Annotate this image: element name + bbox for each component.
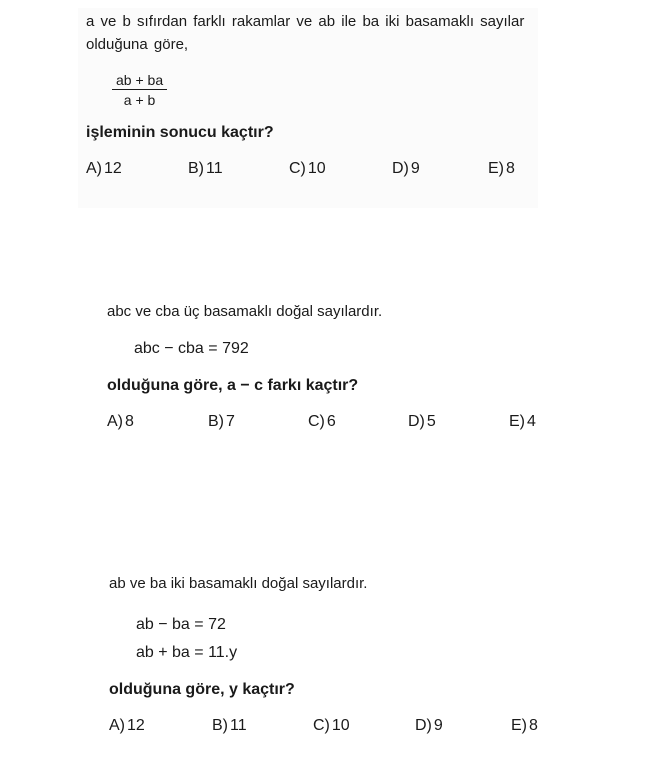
- option-c[interactable]: C) 10: [313, 717, 350, 734]
- option-e[interactable]: E) 8: [488, 160, 515, 177]
- question-3-options: [102, 717, 562, 739]
- question-1-stem: a ve b sıfırdan farklı rakamlar ve ab ile ba iki basamaklı sayılar olduğuna göre,: [86, 13, 525, 53]
- option-d[interactable]: D) 9: [415, 717, 443, 734]
- option-c[interactable]: C) 6: [308, 413, 336, 430]
- question-3: [102, 572, 562, 739]
- option-d[interactable]: D) 5: [408, 413, 436, 430]
- question-2: [100, 300, 560, 435]
- question-2-options: [100, 413, 560, 435]
- question-3-equation-2: ab + ba = 11.y: [136, 644, 238, 661]
- fraction-denominator: a + b: [123, 92, 156, 108]
- question-3-stem: ab ve ba iki basamaklı doğal sayılardır.: [109, 575, 368, 592]
- option-b[interactable]: B) 7: [208, 413, 235, 430]
- option-a[interactable]: A) 8: [107, 413, 134, 430]
- question-2-stem: abc ve cba üç basamaklı doğal sayılardır.: [107, 303, 383, 320]
- question-1-fraction: [112, 72, 167, 108]
- option-a[interactable]: A) 12: [109, 717, 145, 734]
- question-1-options: [78, 160, 538, 182]
- option-a[interactable]: A) 12: [86, 160, 122, 177]
- question-2-equation: abc − cba = 792: [134, 340, 249, 357]
- question-1: [78, 8, 538, 208]
- question-3-equations: [102, 611, 562, 667]
- question-1-ask: işleminin sonucu kaçtır?: [86, 124, 274, 141]
- question-3-equation-1: ab − ba = 72: [136, 616, 226, 633]
- option-c[interactable]: C) 10: [289, 160, 326, 177]
- fraction-numerator: ab + ba: [112, 72, 167, 90]
- option-e[interactable]: E) 8: [511, 717, 538, 734]
- option-b[interactable]: B) 11: [188, 160, 223, 177]
- question-3-ask: olduğuna göre, y kaçtır?: [109, 681, 295, 698]
- question-2-ask: olduğuna göre, a − c farkı kaçtır?: [107, 377, 359, 394]
- option-d[interactable]: D) 9: [392, 160, 420, 177]
- option-b[interactable]: B) 11: [212, 717, 247, 734]
- option-e[interactable]: E) 4: [509, 413, 536, 430]
